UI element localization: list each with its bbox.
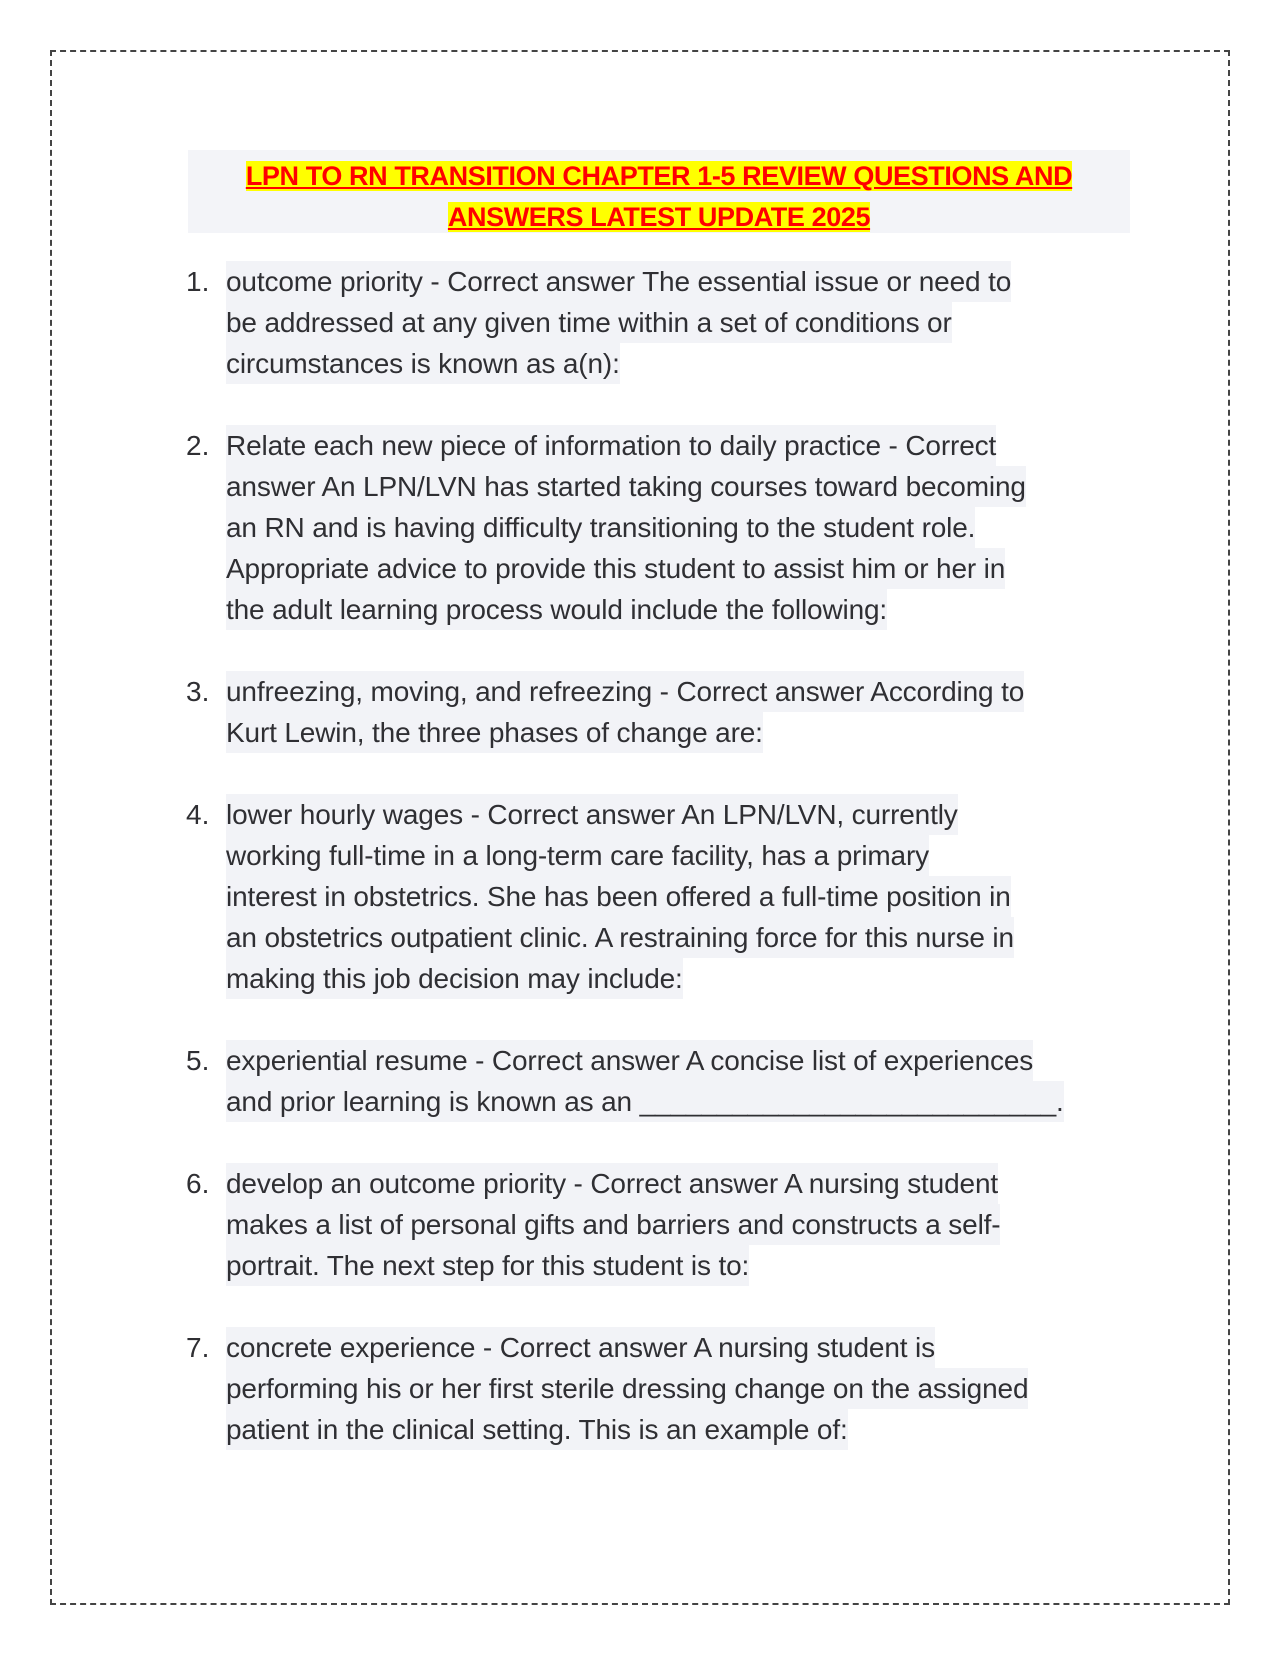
item-text-line: Kurt Lewin, the three phases of change are:	[226, 712, 763, 753]
item-number: 5.	[186, 1045, 210, 1076]
item-text-line: answer An LPN/LVN has started taking courses toward becoming	[226, 466, 1026, 507]
item-text-line: Relate each new piece of information to daily practice - Correct	[226, 425, 996, 466]
document-title	[188, 150, 1130, 233]
item-text-line: interest in obstetrics. She has been offered a full-time position in	[226, 876, 1011, 917]
item-text-line: circumstances is known as a(n):	[226, 343, 620, 384]
item-text-line: the adult learning process would include the following:	[226, 589, 887, 630]
item-text-line: and prior learning is known as an ___________________________.	[226, 1081, 1064, 1122]
question-answer-list	[186, 261, 1136, 1491]
item-text-line: an obstetrics outpatient clinic. A restraining force for this nurse in	[226, 917, 1014, 958]
list-item	[186, 1327, 1136, 1450]
item-text-line: experiential resume - Correct answer A concise list of experiences	[226, 1040, 1033, 1081]
item-number: 6.	[186, 1168, 210, 1199]
item-text-line: be addressed at any given time within a set of conditions or	[226, 302, 952, 343]
item-text-line: outcome priority - Correct answer The essential issue or need to	[226, 261, 1011, 302]
list-item	[186, 261, 1136, 384]
item-number: 4.	[186, 799, 210, 830]
item-text-line: an RN and is having difficulty transitioning to the student role.	[226, 507, 975, 548]
item-text-line: patient in the clinical setting. This is an example of:	[226, 1409, 848, 1450]
item-text-line: unfreezing, moving, and refreezing - Correct answer According to	[226, 671, 1024, 712]
item-text-line: portrait. The next step for this student is to:	[226, 1245, 749, 1286]
item-text-line: lower hourly wages - Correct answer An LPN/LVN, currently	[226, 794, 958, 835]
list-item	[186, 1163, 1136, 1286]
item-text-line: working full-time in a long-term care facility, has a primary	[226, 835, 929, 876]
item-text-line: develop an outcome priority - Correct answer A nursing student	[226, 1163, 998, 1204]
item-number: 7.	[186, 1332, 210, 1363]
title-line-1: LPN TO RN TRANSITION CHAPTER 1-5 REVIEW QUESTIONS AND	[245, 161, 1073, 191]
list-item	[186, 794, 1136, 999]
item-text-line: performing his or her first sterile dressing change on the assigned	[226, 1368, 1028, 1409]
item-number: 1.	[186, 266, 210, 297]
item-text-line: concrete experience - Correct answer A nursing student is	[226, 1327, 935, 1368]
item-number: 3.	[186, 676, 210, 707]
item-number: 2.	[186, 430, 210, 461]
title-line-2: ANSWERS LATEST UPDATE 2025	[447, 202, 871, 232]
list-item	[186, 425, 1136, 630]
item-text-line: Appropriate advice to provide this student to assist him or her in	[226, 548, 1005, 589]
item-text-line: making this job decision may include:	[226, 958, 683, 999]
list-item	[186, 671, 1136, 753]
item-text-line: makes a list of personal gifts and barriers and constructs a self-	[226, 1204, 1000, 1245]
list-item	[186, 1040, 1136, 1122]
